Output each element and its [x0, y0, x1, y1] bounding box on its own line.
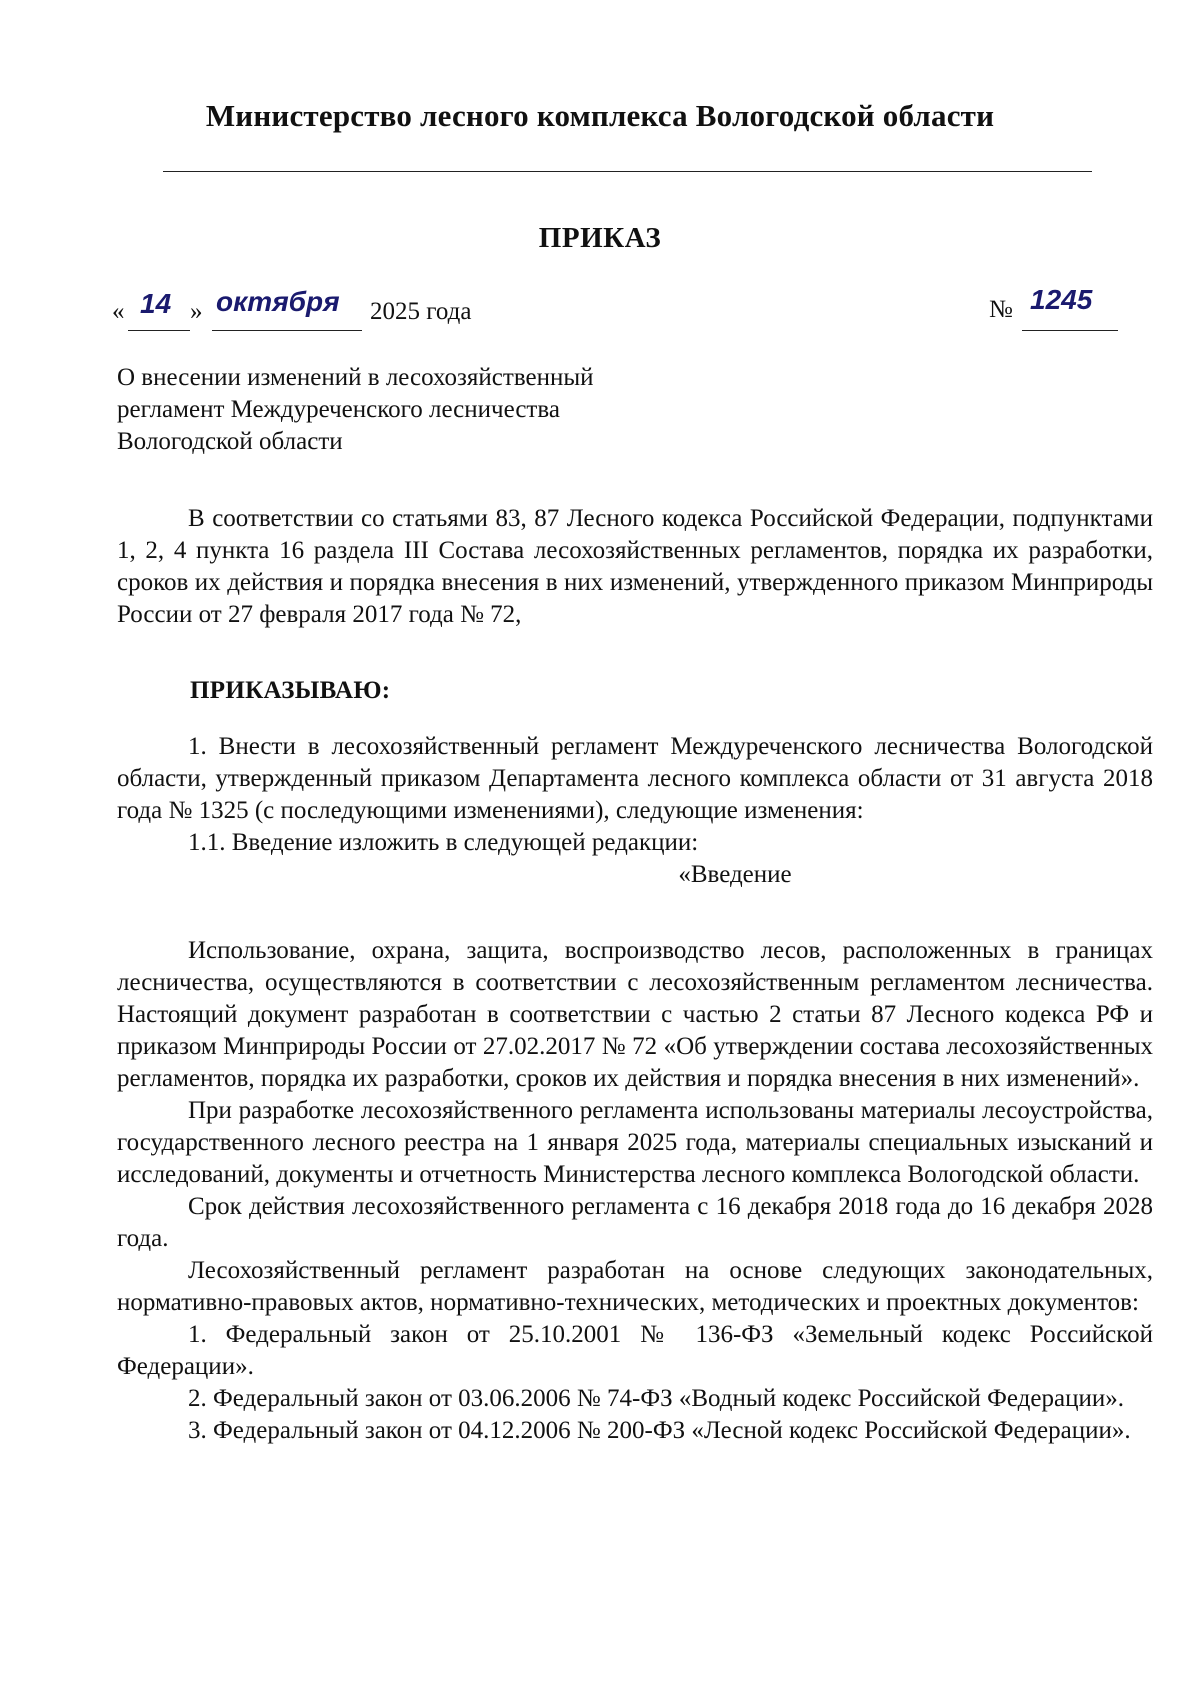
date-open-quote: « — [112, 298, 125, 325]
order-number-handwritten: 1245 — [1030, 284, 1093, 315]
date-number-line — [112, 284, 1093, 336]
order-number-label: № — [989, 296, 1013, 323]
intro-paragraph: Лесохозяйственный регламент разработан на основе следующих законодательных, нормативно-правовых актов, нормативно-технических, методических и проектных документов: — [117, 1257, 1153, 1316]
document-type-title: ПРИКАЗ — [538, 222, 662, 254]
month-blank-line — [212, 330, 362, 331]
subject-line: регламент Междуреченского лесничества — [117, 396, 560, 423]
date-day-handwritten: 14 — [140, 288, 172, 319]
date-year-text: 2025 года — [370, 298, 472, 325]
preamble-paragraph: В соответствии со статьями 83, 87 Лесного кодекса Российской Федерации, подпунктами 1, 2, 4 пункта 16 раздела III Состава лесохозяйственных регламентов, порядка их разработки, сроков их действия и порядка внесения в них изменений, утвержденного приказом Минприроды России от 27 февраля 2017 года № 72, — [117, 505, 1153, 628]
subject-line: О внесении изменений в лесохозяйственный — [117, 364, 594, 391]
law-list-item: 1. Федеральный закон от 25.10.2001 № 136-ФЗ «Земельный кодекс Российской Федерации». — [117, 1321, 1153, 1380]
ministry-name: Министерство лесного комплекса Вологодской области — [205, 98, 995, 133]
law-list-item: 3. Федеральный закон от 04.12.2006 № 200-ФЗ «Лесной кодекс Российской Федерации». — [188, 1417, 1131, 1444]
introduction-heading: «Введение — [678, 861, 792, 888]
intro-paragraph: Использование, охрана, защита, воспроизводство лесов, расположенных в границах лесничества, осуществляются в соответствии с лесохозяйственным регламентом лесничества. Настоящий документ разработан в соответствии с частью 2 статьи 87 Лесного кодекса РФ и приказом Минприроды России от 27.02.2017 № 72 «Об утверждении состава лесохозяйственных регламентов, порядка их разработки, сроков их действия и порядка внесения в них изменений». — [117, 937, 1153, 1092]
order-word: ПРИКАЗЫВАЮ: — [190, 677, 391, 704]
intro-paragraph: Срок действия лесохозяйственного регламента с 16 декабря 2018 года до 16 декабря 2028 года. — [117, 1193, 1153, 1252]
order-body — [117, 503, 1153, 1447]
item-1-1: 1.1. Введение изложить в следующей редакции: — [188, 829, 699, 856]
order-subject — [117, 362, 717, 458]
item-1: 1. Внести в лесохозяйственный регламент Междуреченского лесничества Вологодской области, утвержденный приказом Департамента лесного комплекса области от 31 августа 2018 года № 1325 (с последующими изменениями), следующие изменения: — [117, 733, 1153, 824]
number-blank-line — [1022, 330, 1118, 331]
header-divider — [163, 171, 1092, 172]
date-month-handwritten: октября — [216, 286, 340, 317]
date-close-quote: » — [190, 298, 203, 325]
subject-line: Вологодской области — [117, 428, 343, 455]
intro-paragraph: При разработке лесохозяйственного регламента использованы материалы лесоустройства, государственного лесного реестра на 1 января 2025 года, материалы специальных изысканий и исследований, документы и отчетность Министерства лесного комплекса Вологодской области. — [117, 1097, 1153, 1188]
day-blank-line — [128, 330, 190, 331]
law-list-item: 2. Федеральный закон от 03.06.2006 № 74-ФЗ «Водный кодекс Российской Федерации». — [188, 1385, 1124, 1412]
